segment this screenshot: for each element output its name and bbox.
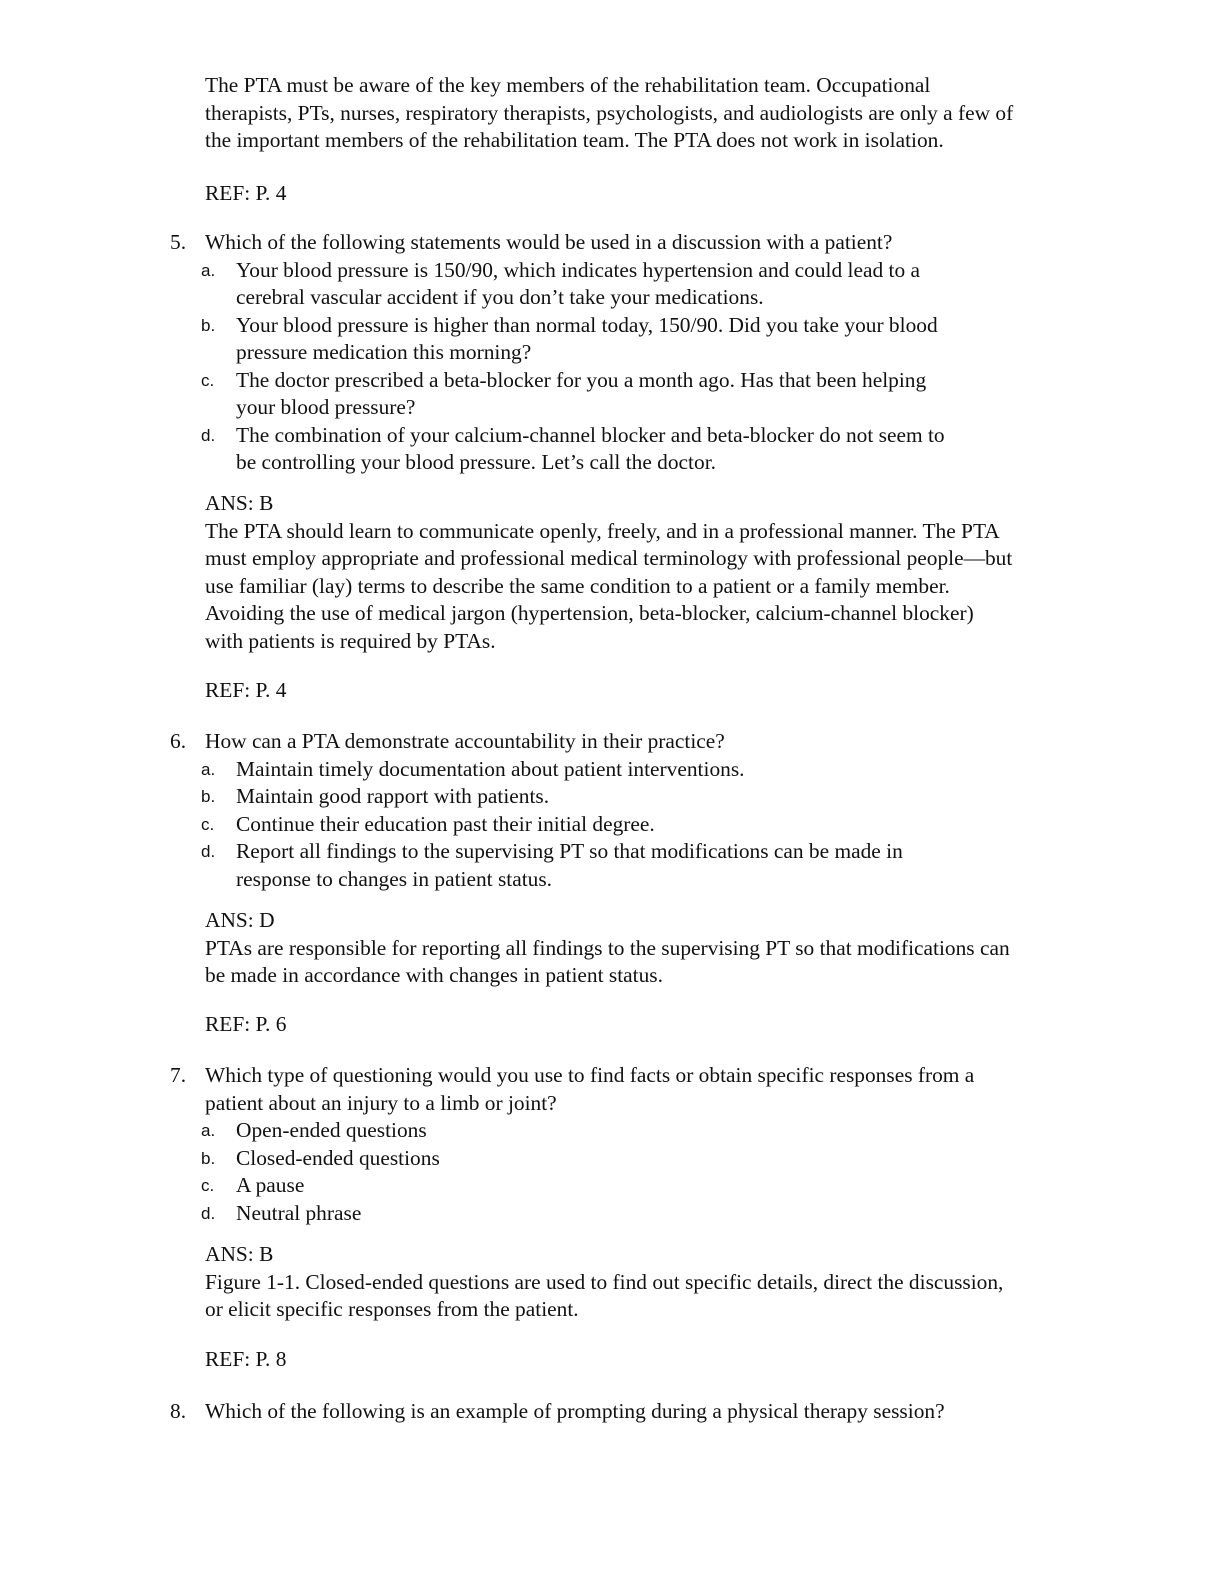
page-reference: REF: P. 6 — [205, 1012, 287, 1036]
option-b — [201, 312, 1120, 367]
option-letter: d. — [201, 1203, 216, 1223]
option-letter: a. — [201, 759, 216, 779]
question-text: Which type of questioning would you use to find facts or obtain specific responses from a patient about an injury to a limb or joint? — [205, 1063, 975, 1115]
option-d — [201, 1200, 1120, 1228]
option-list — [170, 1117, 1120, 1227]
option-letter: b. — [201, 787, 216, 806]
answer-rationale: The PTA should learn to communicate openly, freely, and in a professional manner. The PTA must employ appropriate and professional medical terminology with professional people—but use familiar (lay) terms to describe the same condition to a patient or a family member. Avoiding the use of medical jargon (hypertension, beta-blocker, calcium-channel blocker) with patients is required by PTAs. — [205, 518, 1013, 653]
answer-key: ANS: D — [205, 908, 275, 932]
question-stem — [170, 1062, 1120, 1117]
option-letter: d. — [201, 425, 216, 445]
option-letter: d. — [201, 842, 216, 861]
option-list — [170, 257, 1120, 477]
option-list — [170, 756, 1120, 894]
question-stem — [170, 229, 1120, 257]
option-text: Your blood pressure is 150/90, which indicates hypertension and could lead to a cerebral vascular accident if you don’t take your medications. — [236, 257, 920, 309]
option-a — [201, 257, 1120, 312]
question-number: 7. — [170, 1063, 187, 1087]
q4-ref-block — [205, 180, 1115, 208]
question-number: 5. — [170, 230, 187, 254]
question-number: 6. — [170, 729, 187, 753]
question-number: 8. — [170, 1399, 187, 1423]
question-stem — [170, 1398, 1120, 1426]
option-c — [201, 367, 1120, 422]
question-7 — [170, 1062, 1120, 1227]
option-c — [201, 1172, 1120, 1200]
option-text: A pause — [236, 1173, 305, 1197]
answer-rationale: PTAs are responsible for reporting all findings to the supervising PT so that modifications can be made in accordance with changes in patient status. — [205, 935, 1010, 987]
option-letter: b. — [201, 315, 216, 335]
q6-answer-block — [205, 907, 1115, 990]
option-letter: a. — [201, 260, 216, 280]
answer-key: ANS: B — [205, 491, 274, 515]
option-text: Your blood pressure is higher than normal today, 150/90. Did you take your blood pressure medication this morning? — [236, 312, 938, 364]
answer-rationale: Figure 1-1. Closed-ended questions are used to find out specific details, direct the discussion, or elicit specific responses from the patient. — [205, 1269, 1004, 1321]
option-text: Neutral phrase — [236, 1200, 362, 1225]
option-a — [201, 756, 1120, 784]
option-b — [201, 783, 1120, 811]
q7-answer-block — [205, 1241, 1115, 1324]
question-stem — [170, 728, 1120, 756]
q4-rationale: The PTA must be aware of the key members of the rehabilitation team. Occupational therapists, PTs, nurses, respiratory therapists, psychologists, and audiologists are only a few of the important members of the rehabilitation team. The PTA does not work in isolation. — [205, 73, 1014, 152]
option-letter: a. — [201, 1121, 216, 1140]
option-text: Report all findings to the supervising PT so that modifications can be made in response to changes in patient status. — [236, 839, 903, 891]
q7-ref-block — [205, 1346, 1115, 1374]
q4-rationale-block — [205, 72, 1115, 155]
option-a — [201, 1117, 1120, 1145]
option-letter: c. — [201, 1176, 215, 1195]
question-5 — [170, 229, 1120, 477]
answer-key: ANS: B — [205, 1242, 274, 1266]
question-text: Which of the following statements would be used in a discussion with a patient? — [205, 230, 893, 254]
option-text: Maintain timely documentation about patient interventions. — [236, 756, 745, 781]
page-reference: REF: P. 8 — [205, 1347, 287, 1371]
question-text: How can a PTA demonstrate accountability in their practice? — [205, 729, 725, 753]
option-text: Continue their education past their initial degree. — [236, 811, 655, 836]
option-d — [201, 838, 1120, 893]
option-letter: c. — [201, 814, 215, 834]
option-text: Open-ended questions — [236, 1118, 427, 1142]
question-6 — [170, 728, 1120, 893]
option-c — [201, 811, 1120, 839]
question-text: Which of the following is an example of prompting during a physical therapy session? — [205, 1399, 945, 1423]
q6-ref-block — [205, 1011, 1115, 1039]
option-b — [201, 1145, 1120, 1173]
option-text: Maintain good rapport with patients. — [236, 784, 550, 808]
q5-ref-block — [205, 677, 1115, 705]
option-text: The doctor prescribed a beta-blocker for you a month ago. Has that been helping your blood pressure? — [236, 367, 927, 419]
option-text: Closed-ended questions — [236, 1145, 440, 1170]
option-text: The combination of your calcium-channel blocker and beta-blocker do not seem to be controlling your blood pressure. Let’s call the doctor. — [236, 422, 945, 474]
q5-answer-block — [205, 490, 1115, 655]
question-8 — [170, 1398, 1120, 1426]
page-reference: REF: P. 4 — [205, 678, 287, 702]
q4-ref: REF: P. 4 — [205, 181, 287, 205]
option-letter: b. — [201, 1148, 216, 1168]
option-letter: c. — [201, 370, 215, 390]
option-d — [201, 422, 1120, 477]
